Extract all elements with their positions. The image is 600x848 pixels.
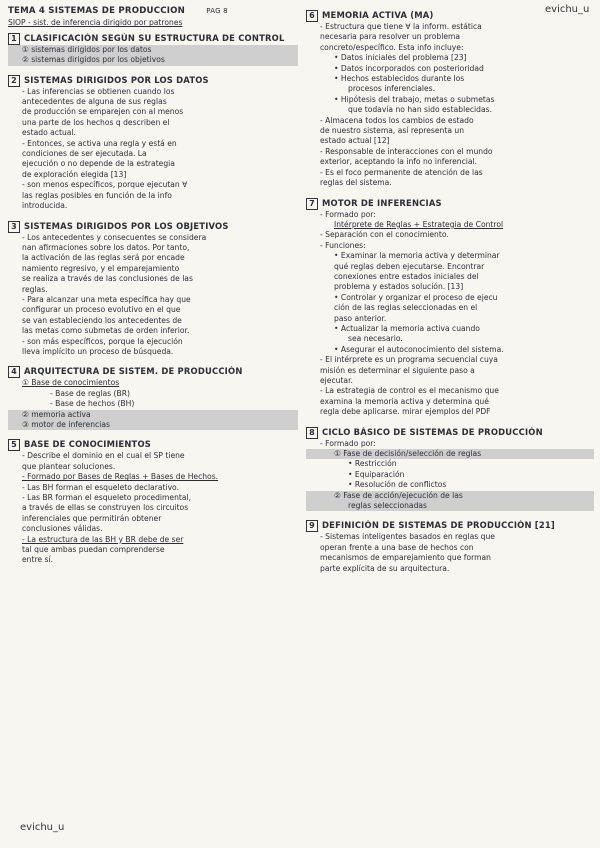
section-heading xyxy=(8,221,298,233)
note-line: - El intérprete es un programa secuencial cuya xyxy=(320,355,498,365)
section-gap xyxy=(8,430,298,435)
section-number: 8 xyxy=(306,427,318,439)
note-line: se realiza a través de las conclusiones de las xyxy=(22,274,193,284)
note-line: tal que ambas puedan comprenderse xyxy=(22,545,165,555)
section-title: CLASIFICACIÓN SEGÚN SU ESTRUCTURA DE CONTROL xyxy=(24,32,285,43)
section-number: 1 xyxy=(8,33,20,45)
section-heading xyxy=(306,427,594,439)
section-gap xyxy=(306,418,594,423)
note-line: ejecución o no depende de la estrategia xyxy=(22,159,175,169)
note-line: conexiones entre estados iniciales del xyxy=(334,271,479,281)
note-line: ② sistemas dirigidos por los objetivos xyxy=(8,55,298,65)
note-line: de nuestro sistema, así representa un xyxy=(320,126,465,136)
section-title: BASE DE CONOCIMIENTOS xyxy=(24,439,152,450)
note-line: - Base de reglas (BR) xyxy=(50,388,130,398)
note-line: antecedentes de alguna de sus reglas xyxy=(22,97,167,107)
note-line: sea necesario. xyxy=(348,334,403,344)
section-title: ARQUITECTURA DE SISTEM. DE PRODUCCIÓN xyxy=(24,366,243,377)
note-line: configurar un proceso evolutivo en el que xyxy=(22,305,181,315)
note-line: - Entonces, se activa una regla y está en xyxy=(22,138,177,148)
watermark-top: evichu_u xyxy=(545,4,590,15)
note-line: - Separación con el conocimiento. xyxy=(320,230,449,240)
note-line: introducida. xyxy=(22,201,68,211)
note-line: - Responsable de interacciones con el mundo xyxy=(320,146,493,156)
note-line: • Hipótesis del trabajo, metas o submetas xyxy=(334,94,495,104)
left-column xyxy=(8,6,298,566)
note-line: una parte de los hechos q describen el xyxy=(22,117,170,127)
note-line: - Formado por Bases de Reglas + Bases de Hechos. xyxy=(22,472,219,482)
note-line: procesos inferenciales. xyxy=(348,84,436,94)
note-line: Intérprete de Reglas + Estrategia de Control xyxy=(334,219,504,229)
note-line: SIOP - sist. de inferencia dirigido por patrones xyxy=(8,18,183,28)
note-line: problema y estados solución. [13] xyxy=(334,282,464,292)
right-column xyxy=(306,6,594,574)
note-line: qué reglas deben ejecutarse. Encontrar xyxy=(334,261,485,271)
section-heading xyxy=(8,366,298,378)
note-line: ejecutar. xyxy=(320,376,353,385)
section-heading xyxy=(8,75,298,87)
note-line: las reglas posibles en función de la info xyxy=(22,190,172,200)
note-line: - Las BH forman el esqueleto declarativo. xyxy=(22,482,179,492)
note-line: condiciones de ser ejecutada. La xyxy=(22,149,147,159)
note-line: se van estableciendo los antecedentes de xyxy=(22,315,182,325)
note-line: - Las BR forman el esqueleto procedimental, xyxy=(22,493,192,503)
note-line: - Los antecedentes y consecuentes se considera xyxy=(22,232,207,242)
note-line: conclusiones válidas. xyxy=(22,524,103,534)
note-line: ① Fase de decisión/selección de reglas xyxy=(306,449,594,459)
note-line: namiento regresivo, y el emparejamiento xyxy=(22,263,180,273)
note-line: - son más específicos, porque la ejecución xyxy=(22,336,183,346)
note-line: estado actual [12] xyxy=(320,136,390,146)
section-number: 3 xyxy=(8,221,20,233)
section-number: 2 xyxy=(8,75,20,87)
note-line: - Funciones: xyxy=(320,240,366,250)
note-line: la activación de las reglas será por encade xyxy=(22,253,185,263)
note-line: regla debe aplicarse. mirar ejemplos del PDF xyxy=(320,407,491,417)
section-title: MEMORIA ACTIVA (MA) xyxy=(322,10,434,20)
note-line: reglas. xyxy=(22,284,48,294)
note-line: de producción se emparejen con al menos xyxy=(22,107,184,117)
section-title: CICLO BÁSICO DE SISTEMAS DE PRODUCCIÓN xyxy=(322,426,543,437)
note-line: - Para alcanzar una meta específica hay que xyxy=(22,294,191,304)
section-number: 5 xyxy=(8,439,20,451)
note-line: • Resolución de conflictos xyxy=(348,480,447,490)
note-line: - Sistemas inteligentes basados en reglas que xyxy=(320,532,495,542)
note-line: reglas seleccionadas xyxy=(306,501,594,511)
section-gap xyxy=(8,66,298,71)
note-line: de exploración elegida [13] xyxy=(22,169,127,179)
note-line: • Actualizar la memoria activa cuando xyxy=(334,323,480,333)
note-line: que todavía no han sido establecidas. xyxy=(348,105,492,115)
note-line: - Almacena todos los cambios de estado xyxy=(320,115,474,125)
section-title: SISTEMAS DIRIGIDOS POR LOS OBJETIVOS xyxy=(24,220,229,231)
section-gap xyxy=(306,511,594,516)
note-line: • Hechos establecidos durante los xyxy=(334,74,465,84)
section-number: 4 xyxy=(8,366,20,378)
note-line: - Base de hechos (BH) xyxy=(50,399,135,409)
note-line: nan afirmaciones sobre los datos. Por tanto, xyxy=(22,242,190,252)
note-line: ③ motor de inferencias xyxy=(8,420,298,430)
section-heading xyxy=(8,33,298,45)
note-line: ción de las reglas seleccionadas en el xyxy=(334,303,478,313)
section-title: MOTOR DE INFERENCIAS xyxy=(322,197,442,208)
note-line: • Controlar y organizar el proceso de ejecu xyxy=(334,292,498,302)
note-line: parte explícita de su arquitectura. xyxy=(320,563,450,573)
note-line: a través de ellas se construyen los circuitos xyxy=(22,503,189,513)
note-line: estado actual. xyxy=(22,128,76,138)
note-line: - Estructura que tiene ∀ la inform. estática xyxy=(320,22,482,31)
note-line: - Es el foco permanente de atención de las xyxy=(320,167,483,177)
note-line: misión es determinar el siguiente paso a xyxy=(320,365,475,375)
note-line: • Examinar la memoria activa y determinar xyxy=(334,251,500,261)
note-line: examina la memoria activa y determina qué xyxy=(320,396,489,406)
note-line: ② Fase de acción/ejecución de las xyxy=(306,491,594,501)
note-line: ② memoria activa xyxy=(8,410,298,420)
note-line: ① Base de conocimientos xyxy=(22,378,120,388)
section-heading xyxy=(8,439,298,451)
note-line: - La estructura de las BH y BR debe de ser xyxy=(22,534,184,544)
note-line: paso anterior. xyxy=(334,313,387,323)
note-line: - son menos específicos, porque ejecutan ∀ xyxy=(22,180,188,190)
section-heading xyxy=(306,520,594,532)
left-flow xyxy=(8,18,298,565)
section-title: DEFINICIÓN DE SISTEMAS DE PRODUCCIÓN [21] xyxy=(322,520,555,531)
note-line: reglas del sistema. xyxy=(320,178,392,188)
note-line: • Equiparación xyxy=(348,469,405,479)
note-line: operan frente a una base de hechos con xyxy=(320,542,474,552)
note-line: • Asegurar el autoconocimiento del sistema. xyxy=(334,344,504,354)
note-line: • Datos iniciales del problema [23] xyxy=(334,53,467,63)
section-number: 9 xyxy=(306,520,318,532)
section-title: SISTEMAS DIRIGIDOS POR LOS DATOS xyxy=(24,74,209,85)
note-line: - La estrategia de control es el mecanismo que xyxy=(320,386,499,396)
note-line: ① sistemas dirigidos por los datos xyxy=(8,45,298,55)
section-number: 7 xyxy=(306,198,318,210)
section-gap xyxy=(8,212,298,217)
note-line: que plantear soluciones. xyxy=(22,461,116,471)
note-line: - Describe el dominio en el cual el SP tiene xyxy=(22,451,185,461)
note-line: - Formado por: xyxy=(320,438,376,448)
note-line: concreto/específico. Esta info incluye: xyxy=(320,42,464,52)
note-line: • Restricción xyxy=(348,459,397,469)
section-gap xyxy=(306,189,594,194)
note-line: - Formado por: xyxy=(320,209,376,219)
note-line: las metas como submetas de orden inferior. xyxy=(22,326,190,336)
note-line: • Datos incorporados con posterioridad xyxy=(334,63,484,73)
note-line: mecanismos de emparejamiento que forman xyxy=(320,553,491,563)
section-heading xyxy=(306,10,594,22)
note-line: entre sí. xyxy=(22,555,53,565)
section-heading xyxy=(306,198,594,210)
watermark-bottom: evichu_u xyxy=(20,822,65,833)
note-line: necesaria para resolver un problema xyxy=(320,32,461,42)
note-line: - Las inferencias se obtienen cuando los xyxy=(22,86,175,96)
note-line: exterior, aceptando la info no inferencial. xyxy=(320,157,478,167)
note-line: lleva implícito un proceso de búsqueda. xyxy=(22,346,174,356)
note-line: inferenciales que permitirán obtener xyxy=(22,513,162,523)
page-label: PAG 8 xyxy=(206,7,228,15)
section-number: 6 xyxy=(306,10,318,22)
right-flow xyxy=(306,10,594,574)
topic-title: TEMA 4 SISTEMAS DE PRODUCCIÓN xyxy=(8,6,186,16)
page-title xyxy=(8,6,298,16)
section-gap xyxy=(8,357,298,362)
